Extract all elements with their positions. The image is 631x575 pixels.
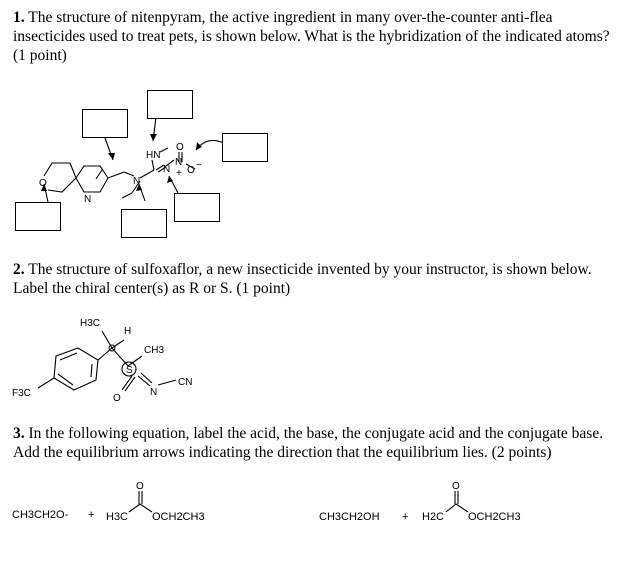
question-3-number: 3. <box>13 425 25 442</box>
carbonyl-o-right: O <box>452 481 460 492</box>
atom-o: O <box>113 393 121 404</box>
atom-plus: + <box>176 168 182 179</box>
atom-o-top: O <box>176 142 184 153</box>
atom-s: S <box>126 365 133 376</box>
atom-n-imine: N <box>163 164 171 175</box>
atom-o-minus: O <box>187 165 195 176</box>
ethyl-ester-left: OCH2CH3 <box>152 511 205 523</box>
question-1-number: 1. <box>13 9 25 26</box>
h3c-left: H3C <box>106 511 129 523</box>
atom-cn: CN <box>178 377 193 388</box>
h2c-right: H2C <box>422 511 445 523</box>
atom-n-nitro: N <box>175 157 183 168</box>
question-3-text: In the following equation, label the acid, the base, the conjugate acid and the conjugate base. Add the equilibrium arrows indicating the direction that the equilibrium lies. (2 points) <box>13 425 604 461</box>
question-2-text: The structure of sulfoxaflor, a new insecticide invented by your instructor, is shown below. Label the chiral center(s) as R or S. (1 point) <box>13 261 592 297</box>
atom-minus: − <box>196 160 202 171</box>
ethanol: CH3CH2OH <box>319 511 380 523</box>
atom-n-ring: N <box>84 194 92 205</box>
atom-o-furan: O <box>39 178 47 189</box>
carbonyl-o-left: O <box>136 481 144 492</box>
question-2-number: 2. <box>13 261 25 278</box>
plus-right: + <box>402 511 409 523</box>
plus-left: + <box>88 509 95 521</box>
ethoxide: CH3CH2O- <box>12 509 69 521</box>
atom-f3c: F3C <box>12 388 31 399</box>
atom-h3c: H3C <box>80 318 101 329</box>
atom-hn: HN <box>146 150 161 161</box>
atom-n: N <box>150 387 158 398</box>
ethyl-ester-right: OCH2CH3 <box>468 511 521 523</box>
atom-h: H <box>124 326 132 337</box>
atom-n-amine: N <box>133 176 141 187</box>
atom-ch3: CH3 <box>144 345 165 356</box>
question-1-text: The structure of nitenpyram, the active ingredient in many over-the-counter anti-flea insecticides used to treat pets, is shown below. What is the hybridization of the indicated atoms? (1 point) <box>13 9 610 64</box>
